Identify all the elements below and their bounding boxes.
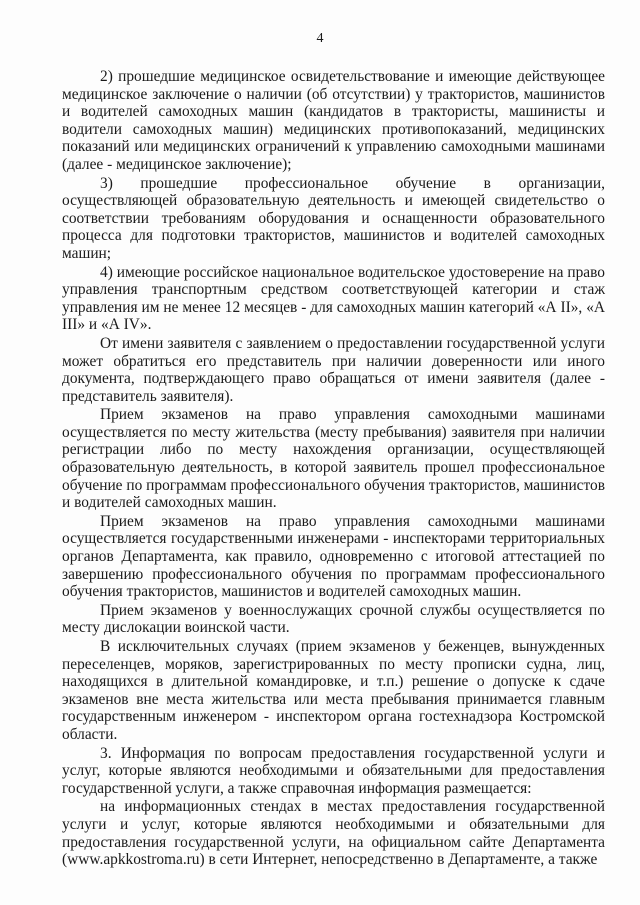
paragraph-information-stands: на информационных стендах в местах предоставления государственной услуги и услуг, которые являются необходимыми и обязательными для предоставления государственной услуги, на официальном сайте Департамента (www.apkkostroma.ru) в сети Интернет, непосредственно в Департаменте, а также <box>62 798 605 869</box>
paragraph-medical-certificate: 2) прошедшие медицинское освидетельствование и имеющие действующее медицинское заключение о наличии (об отсутствии) у трактористов, машинистов и водителей самоходных машин (кандидатов в трактористы, машинисты и водители самоходных машин) медицинских противопоказаний, медицинских показаний или медицинских ограничений к управлению самоходными машинами (далее - медицинское заключение); <box>62 68 605 173</box>
page-number: 4 <box>316 31 324 46</box>
paragraph-military-exams: Прием экзаменов у военнослужащих срочной службы осуществляется по месту дислокации воинской части. <box>62 601 605 637</box>
paragraph-professional-training: 3) прошедшие профессиональное обучение в организации, осуществляющей образовательную деятельность и имеющей свидетельство о соответствии требованиям оборудования и оснащенности образовательного процесса для подготовки трактористов, машинистов и водителей самоходных машин; <box>62 174 605 262</box>
document-body <box>62 68 605 869</box>
paragraph-exam-location: Прием экзаменов на право управления самоходными машинами осуществляется по месту жительства (месту пребывания) заявителя при наличии регистрации либо по месту нахождения организации, осуществляющей образовательную деятельность, в которой заявитель прошел профессиональное обучение по программам профессионального обучения трактористов, машинистов и водителей самоходных машин. <box>62 406 605 512</box>
paragraph-information-section: 3. Информация по вопросам предоставления государственной услуги и услуг, которые являются необходимыми и обязательными для предоставления государственной услуги, а также справочная информация размещается: <box>62 744 605 797</box>
paragraph-exceptional-cases: В исключительных случаях (прием экзаменов у беженцев, вынужденных переселенцев, моряков, зарегистрированных по месту прописки судна, лиц, находящихся в длительной командировке, и т.п.) решение о допуске к сдаче экзаменов вне места жительства или места пребывания принимается главным государственным инженером - инспектором органа гостехнадзора Костромской области. <box>62 638 605 743</box>
paragraph-driver-license: 4) имеющие российское национальное водительское удостоверение на право управления транспортным средством соответствующей категории и стаж управления им не менее 12 месяцев - для самоходных машин категорий «А II», «А III» и «А IV». <box>62 263 605 334</box>
paragraph-exam-inspectors: Прием экзаменов на право управления самоходными машинами осуществляется государственными инженерами - инспекторами территориальных органов Департамента, как правило, одновременно с итоговой аттестацией по завершению профессионального обучения по программам профессионального обучения трактористов, машинистов и водителей самоходных машин. <box>62 512 605 601</box>
paragraph-representative: От имени заявителя с заявлением о предоставлении государственной услуги может обратиться его представитель при наличии доверенности или иного документа, подтверждающего право обращаться от имени заявителя (далее - представитель заявителя). <box>62 334 605 405</box>
